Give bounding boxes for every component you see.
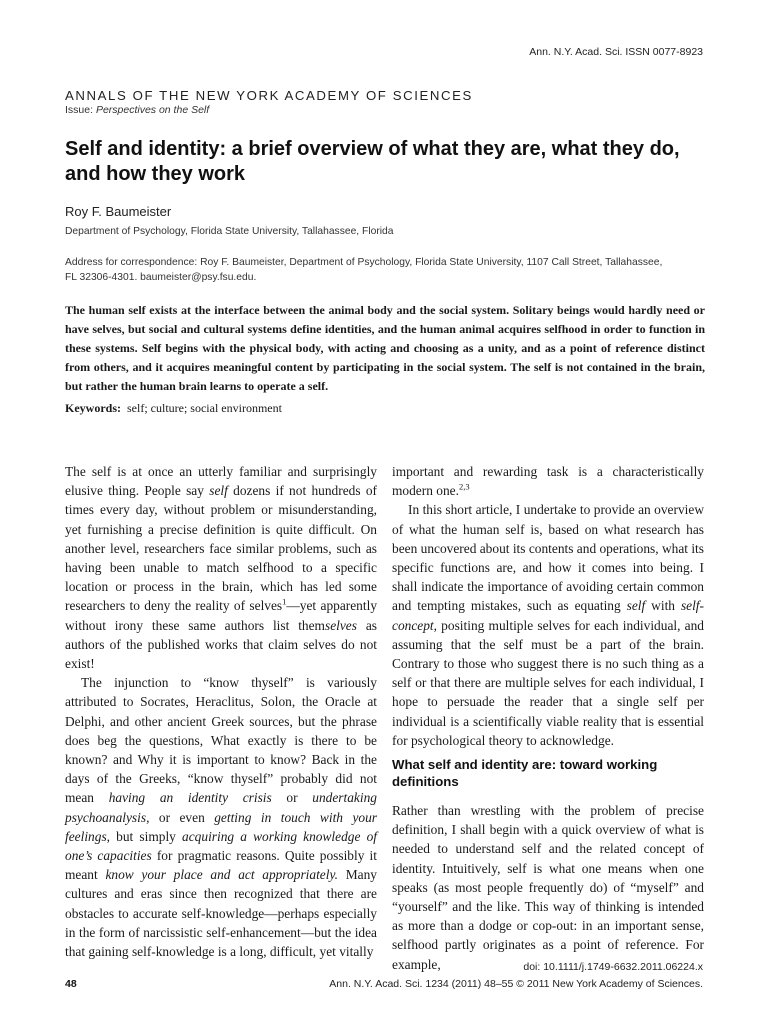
author-name: Roy F. Baumeister bbox=[65, 204, 172, 219]
journal-name: ANNALS OF THE NEW YORK ACADEMY OF SCIENCES bbox=[65, 88, 473, 103]
body-paragraph: The self is at once an utterly familiar and surprisingly elusive thing. People say self dozens if not hundreds of times every day, without problem or misunderstanding, yet furnishing a precise definition is quite difficult. On another level, researchers face similar problems, such as having been unable to match selfhood to a specific location or process in the brain, which has led some researchers to deny the reality of selves$^1$—yet apparently without irony these same authors list themselves as authors of the published works that claim selves do not exist! bbox=[65, 464, 378, 672]
abstract: The human self exists at the interface between the animal body and the social system. Solitary beings would hardly need or have selves, but social and cultural systems define identities, and the human animal acquires selfhood in order to function in these systems. Self begins with the physical body, with acting and choosing as a unity, and as a point of reference distinct from others, and it acquires meaningful content by participating in the social system. The self is not contained in the brain, but rather the human brain learns to operate a self. bbox=[65, 303, 705, 393]
body-column-left bbox=[65, 462, 377, 961]
page-number: 48 bbox=[65, 978, 77, 990]
body-paragraph: important and rewarding task is a characteristically modern one.$^{2,3}$ bbox=[392, 464, 704, 499]
author-affiliation: Department of Psychology, Florida State University, Tallahassee, Florida bbox=[65, 226, 394, 237]
keywords bbox=[65, 401, 282, 416]
section-heading: What self and identity are: toward working definitions bbox=[392, 757, 658, 790]
correspondence-address: Address for correspondence: Roy F. Baumeister, Department of Psychology, Florida State University, 1107 Call Street, Tallahassee, FL 32306-4301. baumeister@psy.fsu.edu. bbox=[65, 257, 663, 283]
citation-line: Ann. N.Y. Acad. Sci. 1234 (2011) 48–55 © 2011 New York Academy of Sciences. bbox=[329, 978, 703, 990]
body-paragraph: The injunction to “know thyself” is variously attributed to Socrates, Heraclitus, Solon, the Oracle at Delphi, and other ancient Greek sources, but the phrase does beg the questions, What exactly is there to be known? and Why it is important to know? Back in the days of the Greeks, “know thyself” probably did not mean having an identity crisis or undertaking psychoanalysis, or even getting in touch with your feelings, but simply acquiring a working knowledge of one’s capacities for pragmatic reasons. Quite possibly it meant know your place and act appropriately. Many cultures and eras since then recognized that there are obstacles to accurate self-knowledge—perhaps especially in the form of narcissistic self-enhancement—but the idea that gaining self-knowledge is a long, difficult, yet vitally bbox=[65, 675, 377, 960]
body-paragraph: In this short article, I undertake to provide an overview of what the human self is, based on what research has been uncovered about its contents and operations, what its specific functions are, and how it comes into being. I shall indicate the importance of avoiding certain common and tempting mistakes, such as equating self with self-concept, positing multiple selves for each individual, and assuming that the self must be a part of the brain. Contrary to those who suggest there is no such thing as a self or that there are multiple selves for each individual, I hope to persuade the reader that a single self per individual is a scientifically viable reality that is essential for psychological theory to acknowledge. bbox=[392, 502, 704, 748]
doi-link[interactable]: doi: 10.1111/j.1749-6632.2011.06224.x bbox=[523, 961, 703, 973]
keywords-label: Keywords: bbox=[65, 401, 121, 415]
journal-reference: Ann. N.Y. Acad. Sci. ISSN 0077-8923 bbox=[529, 46, 703, 58]
body-column-right bbox=[392, 462, 704, 974]
issue-line bbox=[65, 104, 209, 116]
keywords-list: self; culture; social environment bbox=[127, 401, 282, 415]
body-paragraph: Rather than wrestling with the problem of precise definition, I shall begin with a quick overview of what is needed to understand self and the related concept of identity. Intuitively, self is what one means when one speaks (as most people frequently do) of “myself” and “yourself” and the like. This way of thinking is intended as more than a dodge or cop-out: in an important sense, selfhood partly originates as a point of reference. For example, bbox=[392, 803, 704, 972]
article-title: Self and identity: a brief overview of what they are, what they do, and how they work bbox=[65, 138, 680, 185]
issue-label: Issue: bbox=[65, 104, 94, 116]
issue-name: Perspectives on the Self bbox=[95, 104, 210, 116]
